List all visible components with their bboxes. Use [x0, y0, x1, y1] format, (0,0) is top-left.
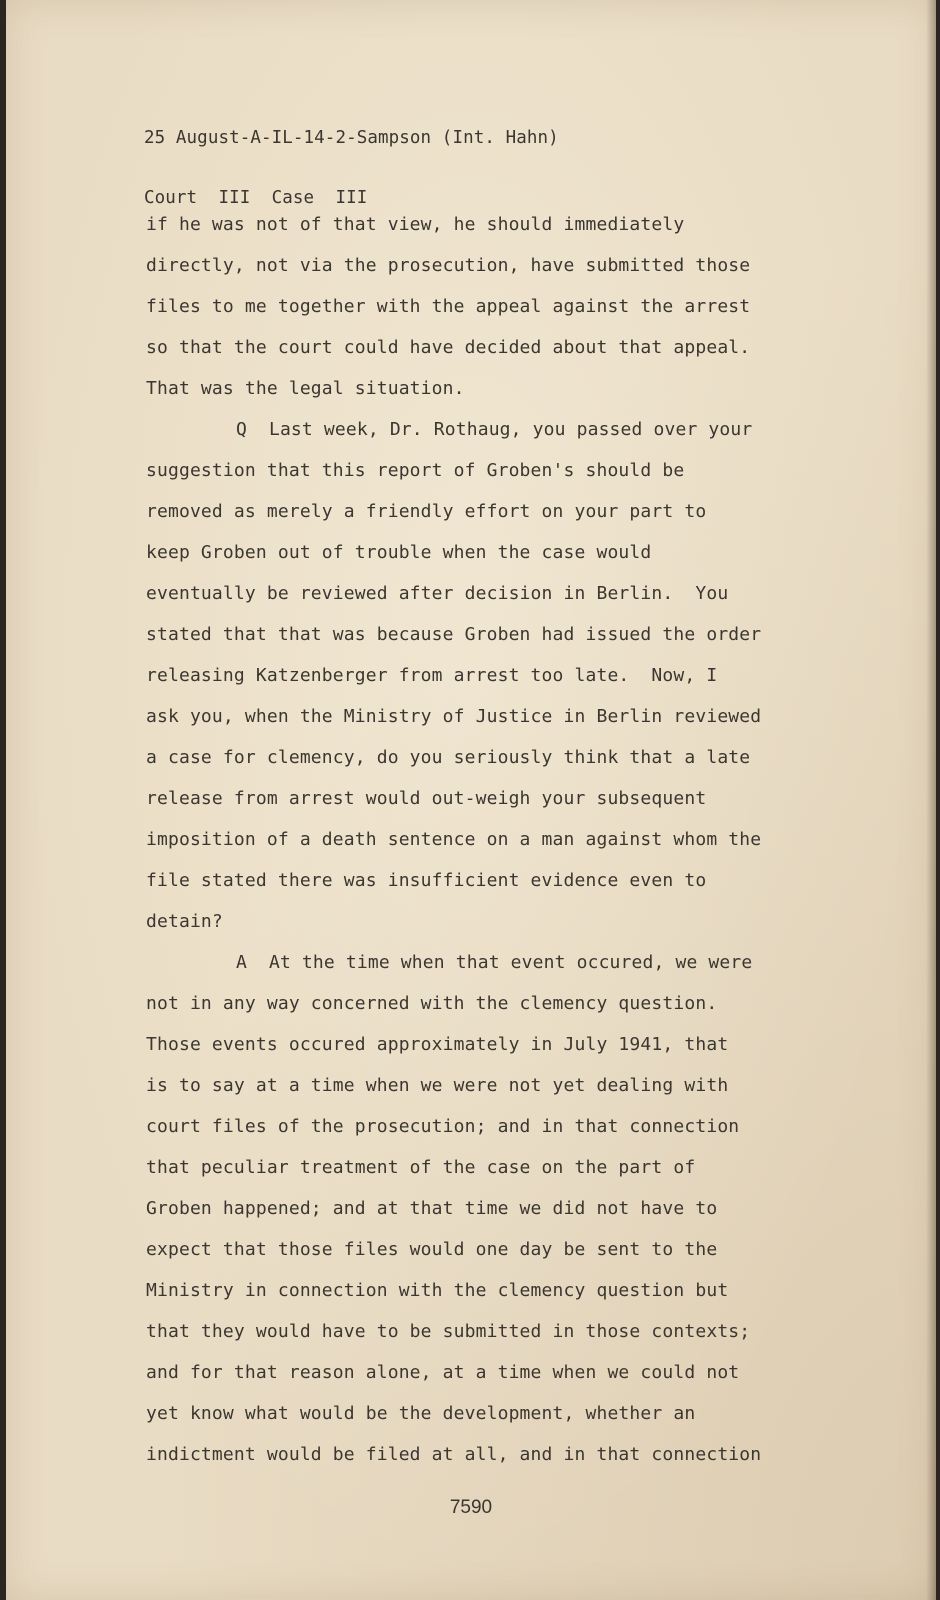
- document-page: [6, 0, 936, 1600]
- page-edge-shadow: [926, 0, 936, 1600]
- transcript-line: file stated there was insufficient evidence even to: [146, 870, 707, 891]
- transcript-line: that they would have to be submitted in those contexts;: [146, 1321, 751, 1342]
- transcript-line: Q Last week, Dr. Rothaug, you passed over your: [236, 419, 753, 440]
- transcript-line: Ministry in connection with the clemency question but: [146, 1280, 729, 1301]
- transcript-line: imposition of a death sentence on a man against whom the: [146, 829, 762, 850]
- transcript-line: that peculiar treatment of the case on the part of: [146, 1157, 696, 1178]
- transcript-line: so that the court could have decided about that appeal.: [146, 337, 751, 358]
- transcript-line: Groben happened; and at that time we did not have to: [146, 1198, 718, 1219]
- transcript-line: releasing Katzenberger from arrest too late. Now, I: [146, 665, 718, 686]
- transcript-line: detain?: [146, 911, 223, 932]
- transcript-line: keep Groben out of trouble when the case would: [146, 542, 652, 563]
- transcript-line: stated that that was because Groben had issued the order: [146, 624, 762, 645]
- transcript-line: That was the legal situation.: [146, 378, 465, 399]
- page-number: 7590: [449, 1497, 493, 1518]
- transcript-line: Those events occured approximately in July 1941, that: [146, 1034, 729, 1055]
- transcript-line: release from arrest would out-weigh your subsequent: [146, 788, 707, 809]
- transcript-line: files to me together with the appeal against the arrest: [146, 296, 751, 317]
- transcript-line: suggestion that this report of Groben's should be: [146, 460, 685, 481]
- transcript-line: indictment would be filed at all, and in that connection: [146, 1444, 762, 1465]
- transcript-line: not in any way concerned with the clemency question.: [146, 993, 718, 1014]
- transcript-line: ask you, when the Ministry of Justice in Berlin reviewed: [146, 706, 762, 727]
- transcript-line: a case for clemency, do you seriously think that a late: [146, 747, 751, 768]
- transcript-body: [146, 204, 906, 1475]
- transcript-line: court files of the prosecution; and in that connection: [146, 1116, 740, 1137]
- transcript-line: yet know what would be the development, whether an: [146, 1403, 696, 1424]
- transcript-line: is to say at a time when we were not yet dealing with: [146, 1075, 729, 1096]
- transcript-line: eventually be reviewed after decision in Berlin. You: [146, 583, 729, 604]
- transcript-line: expect that those files would one day be sent to the: [146, 1239, 718, 1260]
- header-reference-line: 25 August-A-IL-14-2-Sampson (Int. Hahn): [144, 128, 559, 148]
- transcript-line: and for that reason alone, at a time when we could not: [146, 1362, 740, 1383]
- transcript-line: directly, not via the prosecution, have submitted those: [146, 255, 751, 276]
- transcript-line: if he was not of that view, he should immediately: [146, 214, 685, 235]
- transcript-line: A At the time when that event occured, we were: [236, 952, 753, 973]
- transcript-line: removed as merely a friendly effort on your part to: [146, 501, 707, 522]
- header-court-case-line: Court III Case III: [144, 188, 368, 208]
